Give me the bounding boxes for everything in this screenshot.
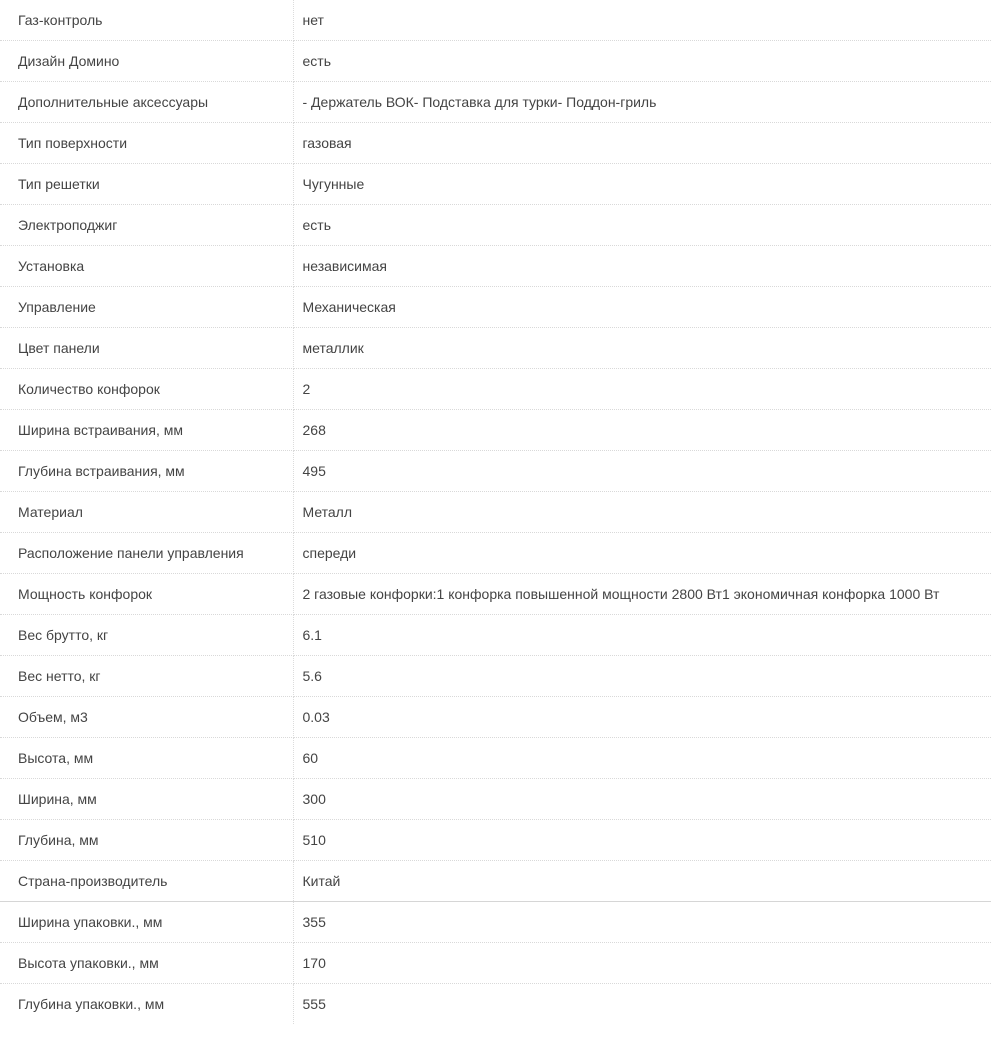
spec-value: - Держатель ВОК- Подставка для турки- Поддон-гриль <box>293 82 991 123</box>
spec-label: Газ-контроль <box>0 0 293 41</box>
spec-row-grate-type <box>0 164 991 205</box>
spec-label: Установка <box>0 246 293 287</box>
spec-row-package-width <box>0 902 991 943</box>
spec-label: Мощность конфорок <box>0 574 293 615</box>
spec-row-gas-control <box>0 0 991 41</box>
spec-label: Тип поверхности <box>0 123 293 164</box>
spec-value: 300 <box>293 779 991 820</box>
spec-label: Глубина упаковки., мм <box>0 984 293 1025</box>
spec-label: Высота, мм <box>0 738 293 779</box>
spec-value: Чугунные <box>293 164 991 205</box>
spec-row-control <box>0 287 991 328</box>
spec-value: 60 <box>293 738 991 779</box>
spec-row-surface-type <box>0 123 991 164</box>
spec-value: Китай <box>293 861 991 902</box>
spec-value: 2 газовые конфорки:1 конфорка повышенной мощности 2800 Вт1 экономичная конфорка 1000 Вт <box>293 574 991 615</box>
spec-row-panel-color <box>0 328 991 369</box>
spec-value: Механическая <box>293 287 991 328</box>
spec-value: газовая <box>293 123 991 164</box>
spec-row-installation <box>0 246 991 287</box>
spec-value: металлик <box>293 328 991 369</box>
spec-row-ignition <box>0 205 991 246</box>
spec-row-embed-width <box>0 410 991 451</box>
spec-row-embed-depth <box>0 451 991 492</box>
spec-row-volume <box>0 697 991 738</box>
spec-label: Глубина встраивания, мм <box>0 451 293 492</box>
spec-row-depth <box>0 820 991 861</box>
spec-value: 355 <box>293 902 991 943</box>
spec-label: Вес брутто, кг <box>0 615 293 656</box>
spec-value: 0.03 <box>293 697 991 738</box>
spec-row-accessories <box>0 82 991 123</box>
spec-label: Глубина, мм <box>0 820 293 861</box>
spec-label: Ширина встраивания, мм <box>0 410 293 451</box>
spec-row-height <box>0 738 991 779</box>
spec-row-panel-location <box>0 533 991 574</box>
spec-label: Вес нетто, кг <box>0 656 293 697</box>
spec-row-domino-design <box>0 41 991 82</box>
spec-label: Управление <box>0 287 293 328</box>
spec-row-burner-count <box>0 369 991 410</box>
spec-row-gross-weight <box>0 615 991 656</box>
spec-value: независимая <box>293 246 991 287</box>
spec-value: есть <box>293 41 991 82</box>
spec-label: Страна-производитель <box>0 861 293 902</box>
spec-label: Цвет панели <box>0 328 293 369</box>
spec-label: Расположение панели управления <box>0 533 293 574</box>
spec-value: 510 <box>293 820 991 861</box>
spec-value: спереди <box>293 533 991 574</box>
spec-label: Высота упаковки., мм <box>0 943 293 984</box>
spec-value: 268 <box>293 410 991 451</box>
spec-label: Ширина, мм <box>0 779 293 820</box>
spec-label: Количество конфорок <box>0 369 293 410</box>
spec-row-material <box>0 492 991 533</box>
spec-value: 495 <box>293 451 991 492</box>
spec-value: Металл <box>293 492 991 533</box>
spec-row-width <box>0 779 991 820</box>
spec-label: Материал <box>0 492 293 533</box>
spec-row-burner-power <box>0 574 991 615</box>
spec-label: Дизайн Домино <box>0 41 293 82</box>
spec-row-net-weight <box>0 656 991 697</box>
spec-label: Объем, м3 <box>0 697 293 738</box>
spec-row-country <box>0 861 991 902</box>
spec-row-package-depth <box>0 984 991 1025</box>
spec-value: 6.1 <box>293 615 991 656</box>
spec-value: есть <box>293 205 991 246</box>
spec-label: Дополнительные аксессуары <box>0 82 293 123</box>
spec-value: 5.6 <box>293 656 991 697</box>
spec-label: Тип решетки <box>0 164 293 205</box>
spec-value: 555 <box>302 996 326 1012</box>
spec-row-package-height <box>0 943 991 984</box>
spec-value: нет <box>293 0 991 41</box>
spec-label: Ширина упаковки., мм <box>0 902 293 943</box>
spec-value: 170 <box>293 943 991 984</box>
spec-value: 2 <box>293 369 991 410</box>
spec-label: Электроподжиг <box>0 205 293 246</box>
